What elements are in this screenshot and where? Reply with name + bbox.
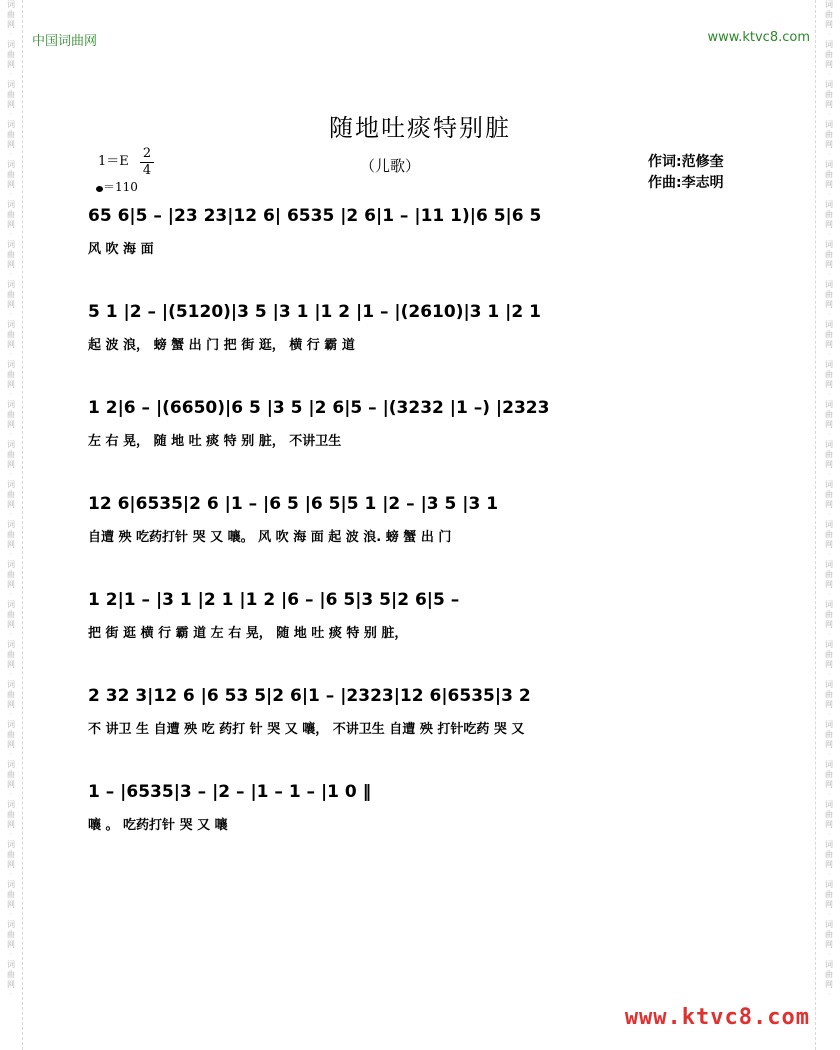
quarter-note-icon (96, 186, 103, 192)
score-line-5 (88, 590, 748, 650)
lyrics-6: 不 讲卫 生 自遭 殃 吃 药打 针 哭 又 嚷， 不讲卫生 自遭 殃 打针吃药 哭 又 (88, 722, 525, 737)
score-line-7 (88, 782, 748, 842)
notation-4: 12 6|6535|2 6 |1 – |6 5 |6 5|5 1 |2 – |3 5 |3 1 (88, 494, 499, 514)
score-line-4 (88, 494, 748, 554)
right-watermark-strip: 词 曲 网 · 词 曲 网 · 词 曲 网 · 词 曲 网 · 词 曲 网 · 词 曲 网 · 词 曲 网 · 词 曲 网 · 词 曲 网 · 词 曲 网 · 词 曲 网 · 词 曲 网 · 词 曲 网 · 词 曲 网 · 词 曲 网 · 词 曲 网 · 词 曲 网 · 词 曲 网 · 词 曲 网 · 词 曲 网 · 词 曲 网 · 词 曲 网 · 词 曲 网 · 词 曲 网 · 词 曲 网 · (825, 0, 833, 999)
footer-logo[interactable]: www.ktvc8.com (624, 1005, 810, 1030)
time-signature (140, 146, 154, 179)
key-label: 1＝E (98, 154, 129, 169)
lyrics-4: 自遭 殃 吃药打针 哭 又 嚷。 风 吹 海 面 起 波 浪. 螃 蟹 出 门 (88, 530, 452, 545)
score-line-1 (88, 206, 748, 266)
lyrics-2: 起 波 浪， 螃 蟹 出 门 把 街 逛， 横 行 霸 道 (88, 338, 355, 353)
time-numerator: 2 (140, 146, 154, 163)
right-divider (815, 0, 816, 1050)
score-line-3 (88, 398, 748, 458)
lyrics-5: 把 街 逛 横 行 霸 道 左 右 晃， 随 地 吐 痰 特 别 脏， (88, 626, 408, 641)
tempo-marking (96, 178, 138, 195)
score-line-2 (88, 302, 748, 362)
lyricist: 作词:范修奎 (648, 154, 724, 170)
credits (648, 152, 724, 194)
notation-7: 1 – |6535|3 – |2 – |1 – 1 – |1 0 ‖ (88, 782, 372, 802)
left-divider (22, 0, 23, 1050)
song-title: 随地吐痰特别脏 (329, 114, 511, 142)
notation-3: 1 2|6 – |(6650)|6 5 |3 5 |2 6|5 – |(3232 |1 –) |2323 (88, 398, 550, 418)
notation-5: 1 2|1 – |3 1 |2 1 |1 2 |6 – |6 5|3 5|2 6|5 – (88, 590, 460, 610)
composer: 作曲:李志明 (648, 175, 724, 191)
site-name-left[interactable]: 中国词曲网 (32, 34, 98, 49)
lyrics-7: 嚷 。 吃药打针 哭 又 嚷 (88, 818, 228, 833)
left-watermark-strip: 词 曲 网 · 词 曲 网 · 词 曲 网 · 词 曲 网 · 词 曲 网 · 词 曲 网 · 词 曲 网 · 词 曲 网 · 词 曲 网 · 词 曲 网 · 词 曲 网 · 词 曲 网 · 词 曲 网 · 词 曲 网 · 词 曲 网 · 词 曲 网 · 词 曲 网 · 词 曲 网 · 词 曲 网 · 词 曲 网 · 词 曲 网 · 词 曲 网 · 词 曲 网 · 词 曲 网 · 词 曲 网 · (7, 0, 15, 999)
site-url-right[interactable]: www.ktvc8.com (707, 30, 810, 45)
notation-2: 5 1 |2 – |(5120)|3 5 |3 1 |1 2 |1 – |(2610)|3 1 |2 1 (88, 302, 541, 322)
lyrics-3: 左 右 晃， 随 地 吐 痰 特 别 脏， 不讲卫生 (88, 434, 342, 449)
lyrics-1: 风 吹 海 面 (88, 242, 154, 257)
notation-1: 65 6|5 – |23 23|12 6| 6535 |2 6|1 – |11 1)|6 5|6 5 (88, 206, 542, 226)
key-signature (98, 146, 152, 178)
tempo-value: ＝110 (103, 180, 138, 194)
song-subtitle: （儿歌） (360, 157, 421, 175)
time-denominator: 4 (142, 163, 152, 178)
notation-6: 2 32 3|12 6 |6 53 5|2 6|1 – |2323|12 6|6535|3 2 (88, 686, 531, 706)
score-line-6 (88, 686, 748, 746)
